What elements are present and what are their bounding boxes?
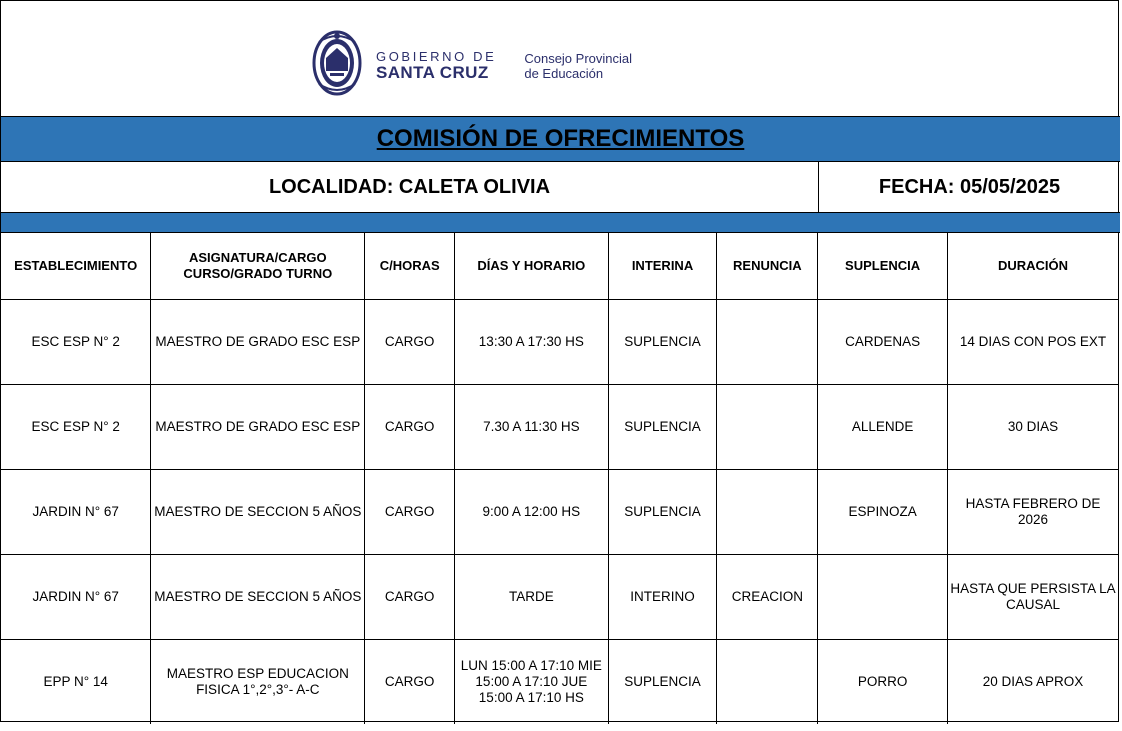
table-row <box>1 469 1118 554</box>
cell-duracion: HASTA QUE PERSISTA LA CAUSAL <box>947 554 1118 639</box>
cell-renuncia <box>717 469 818 554</box>
localidad-label: LOCALIDAD: CALETA OLIVIA <box>1 162 819 212</box>
cell-dias-horario: 13:30 A 17:30 HS <box>455 299 608 384</box>
cell-duracion: 30 DIAS <box>947 384 1118 469</box>
cell-suplencia <box>818 554 948 639</box>
col-header-suplencia: SUPLENCIA <box>818 233 948 299</box>
table-header-row <box>1 233 1118 299</box>
cell-renuncia: CREACION <box>717 554 818 639</box>
cell-interina: SUPLENCIA <box>608 299 717 384</box>
cell-horas: CARGO <box>365 384 455 469</box>
col-header-establecimiento: ESTABLECIMIENTO <box>1 233 151 299</box>
location-date-row <box>1 162 1120 213</box>
table-row <box>1 639 1118 724</box>
cell-renuncia <box>717 299 818 384</box>
table-row <box>1 384 1118 469</box>
cell-interina: SUPLENCIA <box>608 469 717 554</box>
cell-duracion: 20 DIAS APROX <box>947 639 1118 724</box>
cell-suplencia: CARDENAS <box>818 299 948 384</box>
cell-asignatura: MAESTRO DE GRADO ESC ESP <box>151 384 365 469</box>
cell-asignatura: MAESTRO DE GRADO ESC ESP <box>151 299 365 384</box>
cell-asignatura: MAESTRO DE SECCION 5 AÑOS <box>151 554 365 639</box>
cell-dias-horario: LUN 15:00 A 17:10 MIE 15:00 A 17:10 JUE 15:00 A 17:10 HS <box>455 639 608 724</box>
cell-dias-horario: 7.30 A 11:30 HS <box>455 384 608 469</box>
cell-duracion: 14 DIAS CON POS EXT <box>947 299 1118 384</box>
cell-suplencia: PORRO <box>818 639 948 724</box>
cell-interina: INTERINO <box>608 554 717 639</box>
logo-block <box>311 28 632 103</box>
cell-horas: CARGO <box>365 299 455 384</box>
col-header-duracion: DURACIÓN <box>947 233 1118 299</box>
col-header-interina: INTERINA <box>608 233 717 299</box>
cell-suplencia: ALLENDE <box>818 384 948 469</box>
cell-dias-horario: 9:00 A 12:00 HS <box>455 469 608 554</box>
col-header-horas: C/HORAS <box>365 233 455 299</box>
cell-horas: CARGO <box>365 469 455 554</box>
cell-establecimiento: ESC ESP N° 2 <box>1 299 151 384</box>
page-title: COMISIÓN DE OFRECIMIENTOS <box>376 125 745 152</box>
cell-dias-horario: TARDE <box>455 554 608 639</box>
cell-interina: SUPLENCIA <box>608 384 717 469</box>
cell-establecimiento: ESC ESP N° 2 <box>1 384 151 469</box>
cell-establecimiento: JARDIN N° 67 <box>1 469 151 554</box>
cell-renuncia <box>717 384 818 469</box>
table-row <box>1 299 1118 384</box>
document-header <box>1 1 1120 117</box>
cell-renuncia <box>717 639 818 724</box>
col-header-dias-horario: DÍAS Y HORARIO <box>455 233 608 299</box>
table-row <box>1 554 1118 639</box>
cell-duracion: HASTA FEBRERO DE 2026 <box>947 469 1118 554</box>
council-line-2: de Educación <box>524 65 604 81</box>
council-line-1: Consejo Provincial <box>524 50 633 66</box>
fecha-label: FECHA: 05/05/2025 <box>878 175 1061 198</box>
cell-suplencia: ESPINOZA <box>818 469 948 554</box>
government-label: GOBIERNO DE <box>376 49 497 64</box>
cell-horas: CARGO <box>365 554 455 639</box>
province-name: SANTA CRUZ <box>376 63 489 82</box>
separator-strip <box>1 213 1120 233</box>
cell-establecimiento: JARDIN N° 67 <box>1 554 151 639</box>
cell-asignatura: MAESTRO ESP EDUCACION FISICA 1°,2°,3°- A-C <box>151 639 365 724</box>
council-name <box>524 51 632 81</box>
offers-table <box>1 233 1118 724</box>
col-header-renuncia: RENUNCIA <box>717 233 818 299</box>
title-bar <box>1 117 1120 162</box>
cell-horas: CARGO <box>365 639 455 724</box>
cell-asignatura: MAESTRO DE SECCION 5 AÑOS <box>151 469 365 554</box>
government-name <box>376 50 496 81</box>
cell-interina: SUPLENCIA <box>608 639 717 724</box>
cell-establecimiento: EPP N° 14 <box>1 639 151 724</box>
santa-cruz-seal-icon <box>311 28 363 103</box>
col-header-asignatura: ASIGNATURA/CARGO CURSO/GRADO TURNO <box>151 233 365 299</box>
